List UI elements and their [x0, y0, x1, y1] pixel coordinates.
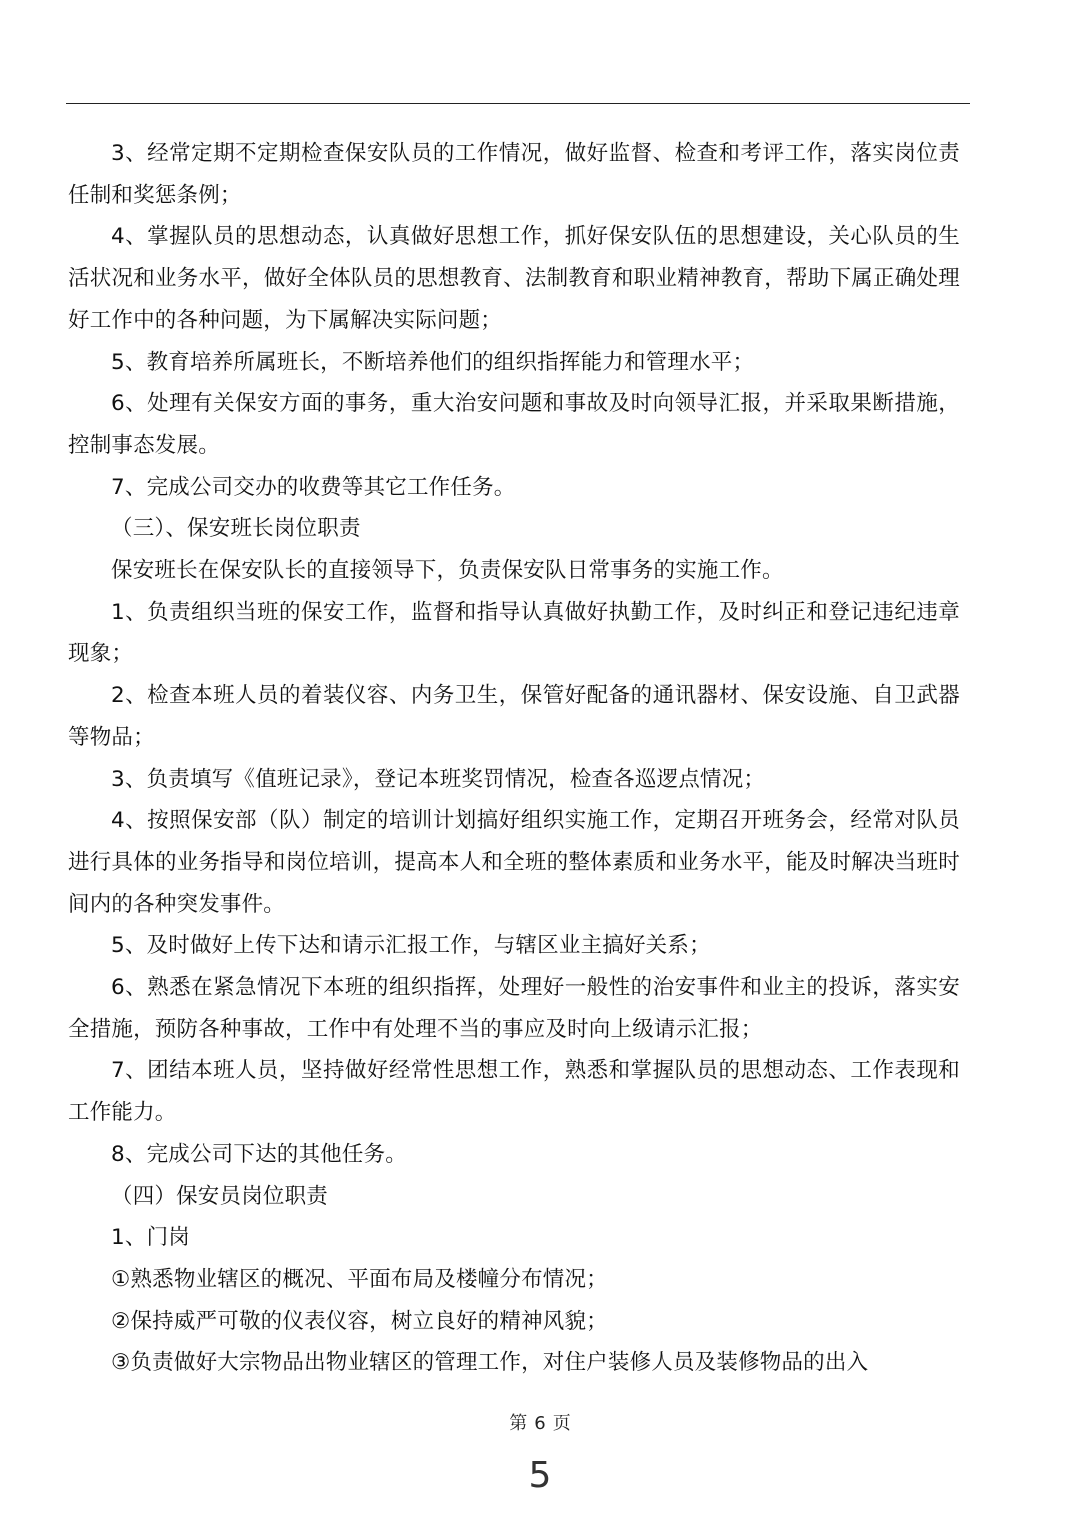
paragraph: 4、掌握队员的思想动态，认真做好思想工作，抓好保安队伍的思想建设，关心队员的生活状况和业务水平，做好全体队员的思想教育、法制教育和职业精神教育，帮助下属正确处理好工作中的各种问题，为下属解决实际问题；: [68, 224, 960, 333]
footer-prefix: 第: [509, 1413, 528, 1434]
document-body: [68, 133, 960, 1384]
subsection-heading: 1、门岗: [111, 1225, 190, 1251]
footer-page-number: 6: [534, 1413, 546, 1434]
list-item: ③负责做好大宗物品出物业辖区的管理工作，对住户装修人员及装修物品的出入: [111, 1350, 869, 1376]
paragraph: 3、经常定期不定期检查保安队员的工作情况，做好监督、检查和考评工作，落实岗位责任制和奖惩条例；: [68, 141, 960, 208]
paragraph: 保安班长在保安队长的直接领导下，负责保安队日常事务的实施工作。: [111, 558, 784, 584]
list-item: ①熟悉物业辖区的概况、平面布局及楼幢分布情况；: [111, 1266, 608, 1292]
paragraph: 6、熟悉在紧急情况下本班的组织指挥，处理好一般性的治安事件和业主的投诉，落实安全措施，预防各种事故，工作中有处理不当的事应及时向上级请示汇报；: [68, 975, 960, 1042]
page-footer: [0, 1410, 1080, 1438]
paragraph: 1、负责组织当班的保安工作，监督和指导认真做好执勤工作，及时纠正和登记违纪违章现象；: [68, 599, 960, 667]
footer-suffix: 页: [552, 1413, 571, 1434]
paragraph: 5、及时做好上传下达和请示汇报工作，与辖区业主搞好关系；: [111, 933, 711, 959]
paragraph: 3、负责填写《值班记录》，登记本班奖罚情况，检查各巡逻点情况；: [111, 766, 766, 792]
header-rule: [66, 103, 970, 104]
paragraph: 7、完成公司交办的收费等其它工作任务。: [111, 474, 516, 500]
paragraph: 4、按照保安部（队）制定的培训计划搞好组织实施工作，定期召开班务会，经常对队员进行具体的业务指导和岗位培训，提高本人和全班的整体素质和业务水平，能及时解决当班时间内的各种突发事件。: [68, 808, 960, 917]
section-heading: （四）保安员岗位职责: [111, 1183, 329, 1209]
list-item: ②保持威严可敬的仪表仪容，树立良好的精神风貌；: [111, 1308, 608, 1334]
page-marker: 5: [528, 1455, 552, 1496]
paragraph: 6、处理有关保安方面的事务，重大治安问题和事故及时向领导汇报，并采取果断措施，控制事态发展。: [68, 391, 960, 458]
paragraph: 7、团结本班人员，坚持做好经常性思想工作，熟悉和掌握队员的思想动态、工作表现和工作能力。: [68, 1058, 960, 1126]
paragraph: 8、完成公司下达的其他任务。: [111, 1141, 407, 1167]
section-heading: （三）、保安班长岗位职责: [111, 516, 361, 542]
paragraph: 2、检查本班人员的着装仪容、内务卫生，保管好配备的通讯器材、保安设施、自卫武器等物品；: [68, 683, 960, 750]
paragraph: 5、教育培养所属班长，不断培养他们的组织指挥能力和管理水平；: [111, 349, 755, 375]
